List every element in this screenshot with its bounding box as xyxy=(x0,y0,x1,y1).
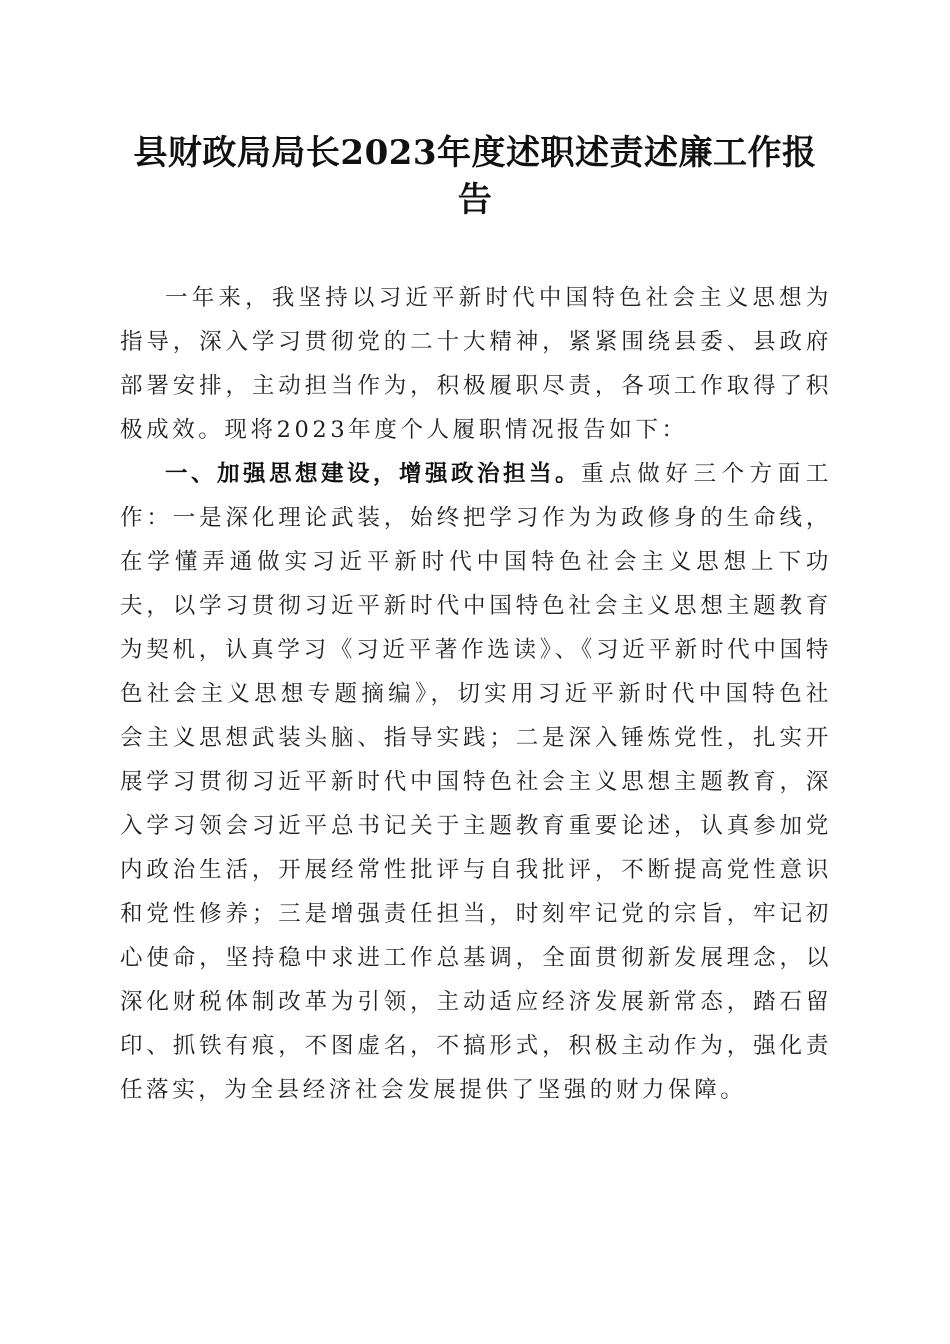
section-1-heading: 一、加强思想建设，增强政治担当。 xyxy=(165,461,582,487)
section-1-paragraph xyxy=(120,452,832,1112)
intro-paragraph: 一年来，我坚持以习近平新时代中国特色社会主义思想为指导，深入学习贯彻党的二十大精神，紧紧围绕县委、县政府部署安排，主动担当作为，积极履职尽责，各项工作取得了积极成效。现将2023年度个人履职情况报告如下： xyxy=(120,285,832,443)
document-title: 县财政局局长2023年度述职述责述廉工作报告 xyxy=(133,133,817,220)
document-body xyxy=(120,276,832,1112)
section-1-body: 重点做好三个方面工作：一是深化理论武装，始终把学习作为为政修身的生命线，在学懂弄通做实习近平新时代中国特色社会主义思想上下功夫，以学习贯彻习近平新时代中国特色社会主义思想主题教育为契机，认真学习《习近平著作选读》、《习近平新时代中国特色社会主义思想专题摘编》，切实用习近平新时代中国特色社会主义思想武装头脑、指导实践；二是深入锤炼党性，扎实开展学习贯彻习近平新时代中国特色社会主义思想主题教育，深入学习领会习近平总书记关于主题教育重要论述，认真参加党内政治生活，开展经常性批评与自我批评，不断提高党性意识和党性修养；三是增强责任担当，时刻牢记党的宗旨，牢记初心使命，坚持稳中求进工作总基调，全面贯彻新发展理念，以深化财税体制改革为引领，主动适应经济发展新常态，踏石留印、抓铁有痕，不图虚名，不搞形式，积极主动作为，强化责任落实，为全县经济社会发展提供了坚强的财力保障。 xyxy=(120,461,832,1103)
